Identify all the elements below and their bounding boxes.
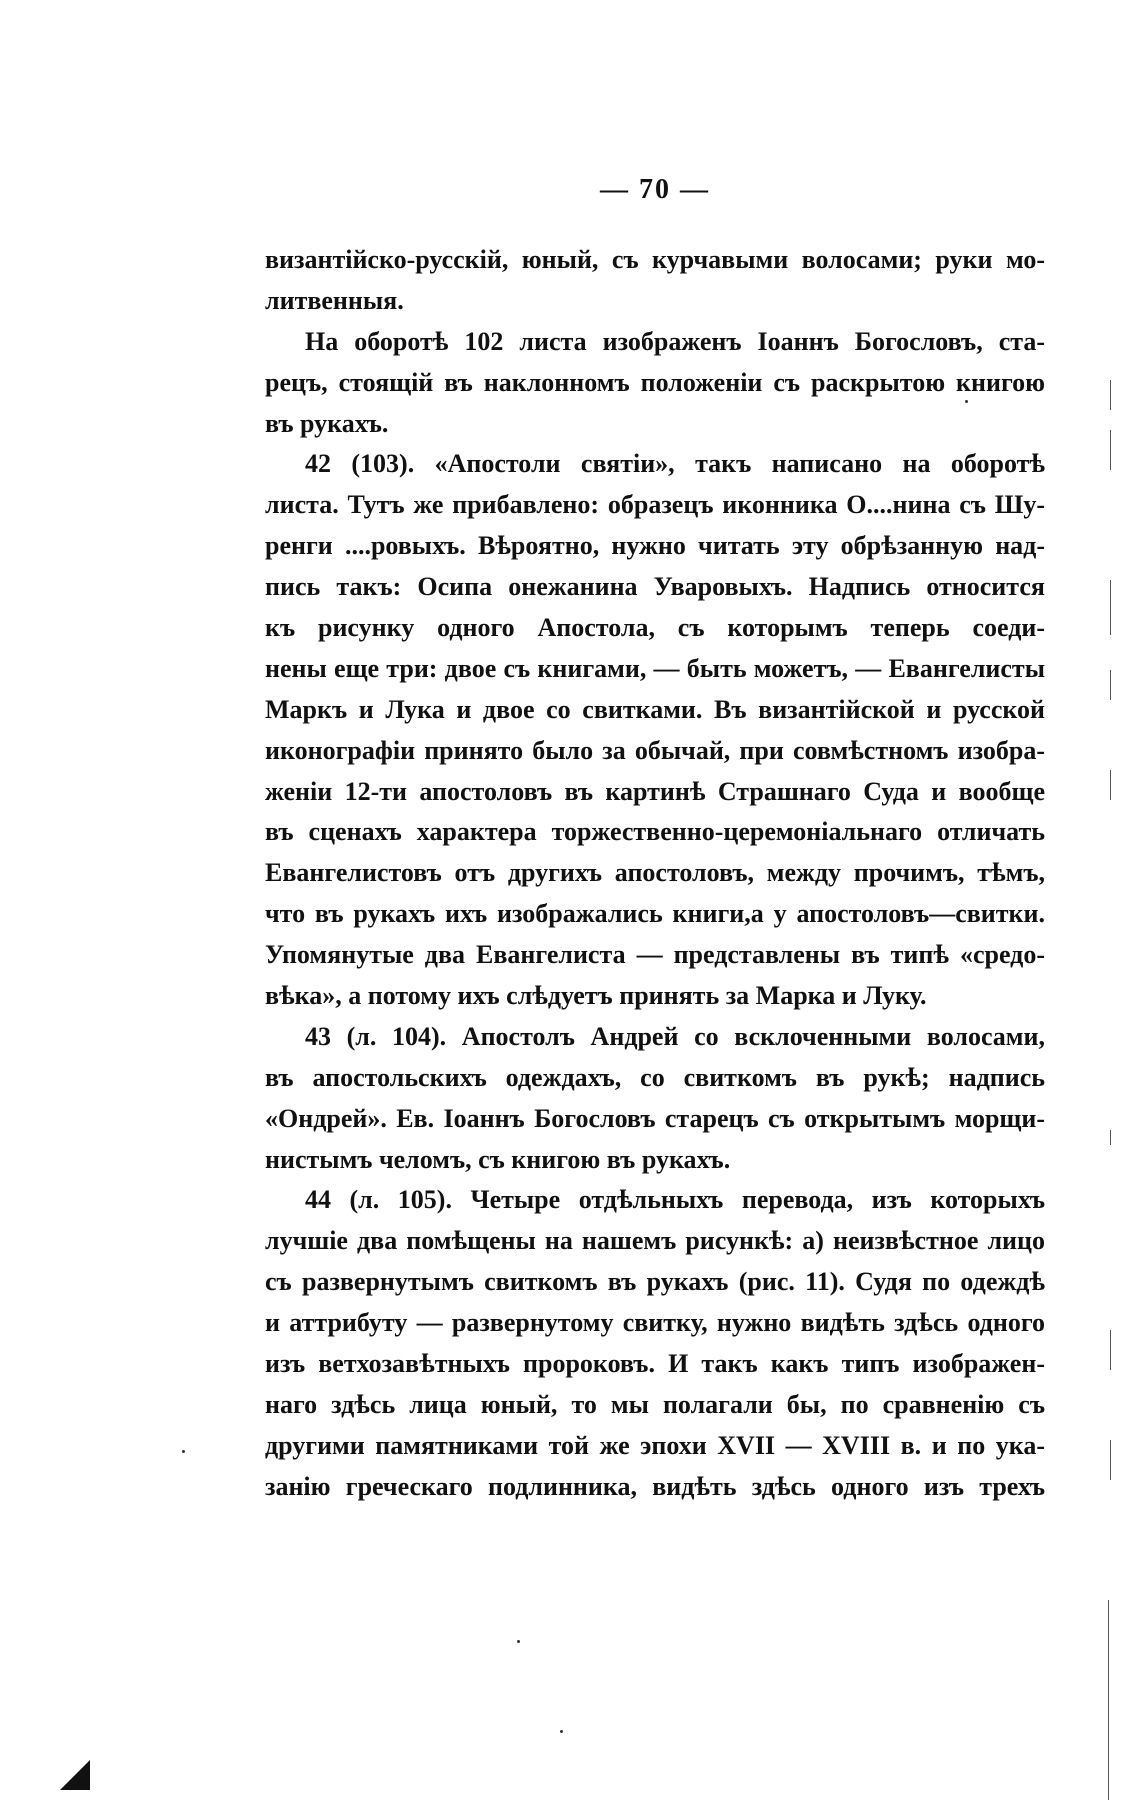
page-number: — 70 —	[600, 174, 710, 205]
text-line: съ развернутымъ свиткомъ въ рукахъ (рис. 11). Судя по одеждѣ	[265, 1267, 1045, 1297]
scan-edge-line	[1110, 670, 1111, 700]
scan-dot	[560, 1730, 563, 1733]
text-line: другими памятниками той же эпохи XVII — XVIII в. и по ука-	[265, 1430, 1045, 1460]
text-line: лучшіе два помѣщены на нашемъ рисункѣ: а) неизвѣстное лицо	[265, 1226, 1045, 1256]
scan-edge-line	[1110, 380, 1111, 410]
text-line: пись такъ: Осипа онежанина Уваровыхъ. Надпись относится	[265, 572, 1045, 602]
text-line: и аттрибуту — развернутому свитку, нужно видѣть здѣсь одного	[265, 1308, 1045, 1338]
text-line: изъ ветхозавѣтныхъ пророковъ. И такъ какъ типъ изображен-	[265, 1349, 1045, 1379]
scan-dot	[182, 1450, 185, 1453]
scan-corner-mark	[60, 1760, 90, 1790]
scan-edge-line	[1110, 1130, 1111, 1145]
text-line: наго здѣсь лица юный, то мы полагали бы, по сравненію съ	[265, 1389, 1045, 1419]
text-line: Упомянутые два Евангелиста — представлены въ типѣ «средо-	[265, 940, 1045, 970]
text-line: рецъ, стоящій въ наклонномъ положеніи съ раскрытою книгою	[265, 367, 1045, 397]
text-line: нены еще три: двое съ книгами, — быть можетъ, — Евангелисты	[265, 653, 1045, 683]
body-text	[265, 240, 1045, 1508]
text-line: На оборотѣ 102 листа изображенъ Іоаннъ Богословъ, ста-	[305, 326, 1045, 356]
text-line: вѣка», а потому ихъ слѣдуетъ принять за Марка и Луку.	[265, 981, 927, 1011]
text-line: нистымъ челомъ, съ книгою въ рукахъ.	[265, 1144, 731, 1174]
text-line: 42 (103). «Апостоли святіи», такъ написано на оборотѣ	[305, 449, 1045, 479]
text-line: въ апостольскихъ одеждахъ, со свиткомъ въ рукѣ; надпись	[265, 1062, 1045, 1092]
scan-edge-line	[1110, 1440, 1111, 1480]
text-line: византійско-русскій, юный, съ курчавыми волосами; руки мо-	[265, 245, 1045, 274]
text-line: 44 (л. 105). Четыре отдѣльныхъ перевода, изъ которыхъ	[305, 1185, 1045, 1215]
scan-dot	[517, 1640, 520, 1643]
scan-edge-line	[1110, 770, 1111, 800]
text-line: къ рисунку одного Апостола, съ которымъ теперь соеди-	[265, 613, 1045, 643]
scan-edge-line	[1110, 1330, 1111, 1370]
text-line: 43 (л. 104). Апостолъ Андрей со всклоченными волосами,	[305, 1021, 1045, 1051]
text-line: женіи 12-ти апостоловъ въ картинѣ Страшнаго Суда и вообще	[265, 776, 1045, 806]
text-line: литвенныя.	[265, 285, 404, 315]
text-line: Маркъ и Лука и двое со свитками. Въ византійской и русской	[265, 694, 1045, 724]
text-line: «Ондрей». Ев. Іоаннъ Богословъ старецъ съ открытымъ морщи-	[265, 1103, 1045, 1133]
text-line: что въ рукахъ ихъ изображались книги,а у апостоловъ—свитки.	[265, 899, 1045, 929]
text-line: Евангелистовъ отъ другихъ апостоловъ, между прочимъ, тѣмъ,	[265, 858, 1045, 888]
scan-edge-line	[1110, 430, 1111, 470]
text-line: листа. Тутъ же прибавлено: образецъ иконника О....нина съ Шу-	[265, 490, 1045, 520]
text-line: ренги ....ровыхъ. Вѣроятно, нужно читать эту обрѣзанную над-	[265, 531, 1045, 561]
text-line: въ рукахъ.	[265, 408, 389, 438]
scan-edge-line	[1110, 580, 1111, 635]
text-line: въ сценахъ характера торжественно-церемоніальнаго отличать	[265, 817, 1045, 847]
text-line: занію греческаго подлинника, видѣть здѣсь одного изъ трехъ	[265, 1471, 1045, 1501]
scan-edge-line	[1108, 1600, 1109, 1800]
scan-dot	[965, 400, 968, 403]
text-line: иконографіи принято было за обычай, при совмѣстномъ изобра-	[265, 735, 1045, 765]
